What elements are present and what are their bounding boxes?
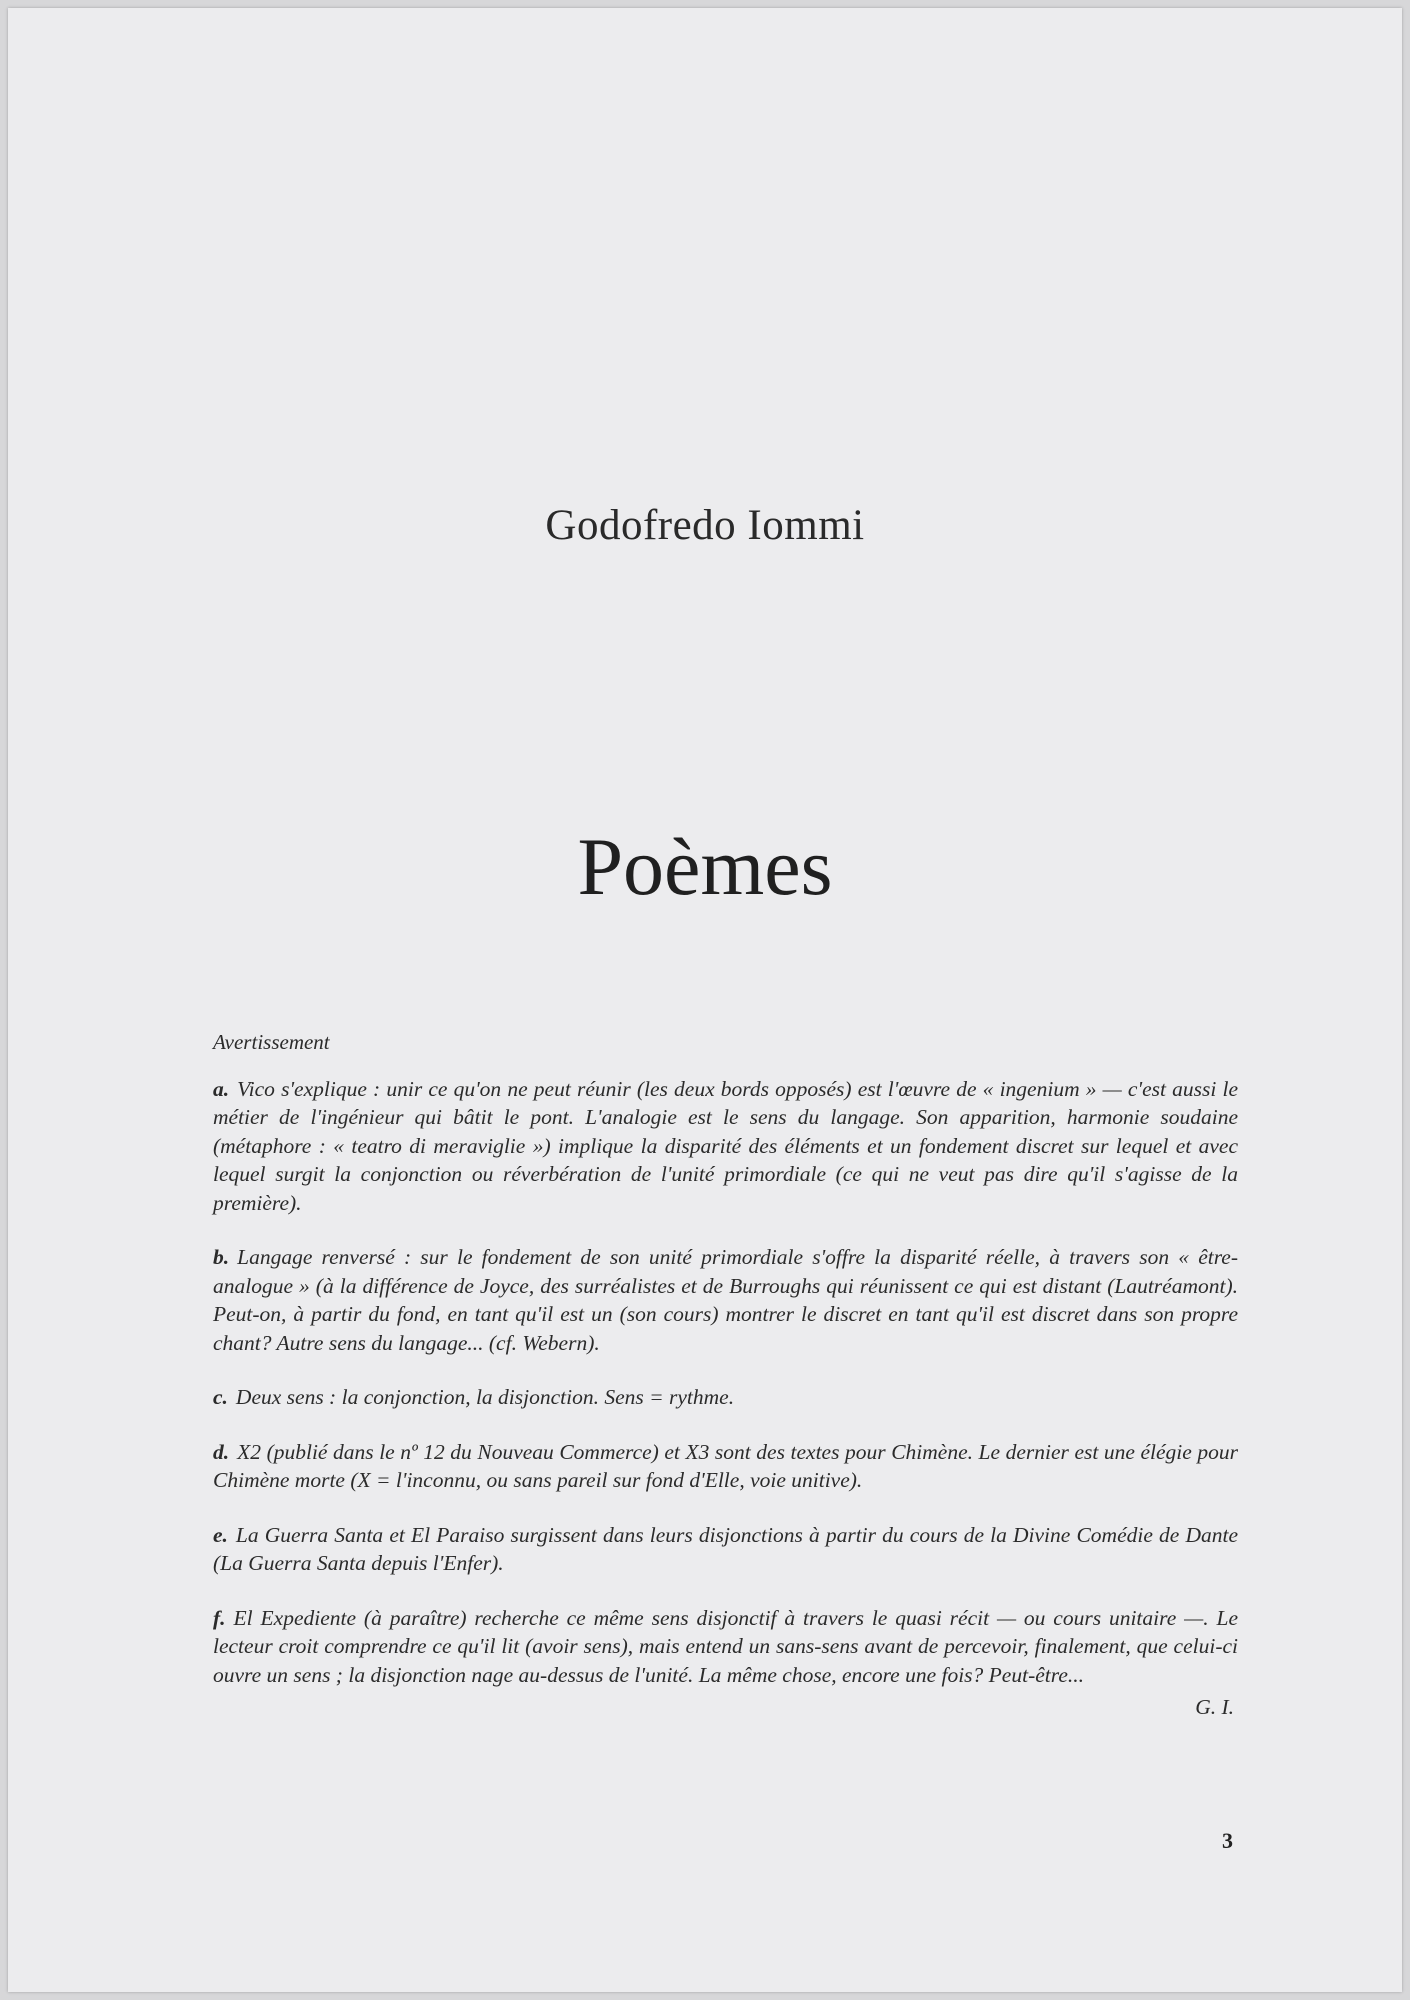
foreword-heading: Avertissement: [213, 1030, 330, 1054]
foreword-section: [213, 1028, 1238, 1722]
paragraph-text: Langage renversé : sur le fondement de son unité primordiale s'offre la disparité réelle, à travers son « être-analogue » (à la différence de Joyce, des surréalistes et de Burroughs qui réunissent ce qui est distant (Lautréamont). Peut-on, à partir du fond, en tant qu'il est un (son cours) montrer le discret en tant qu'il est discret dans son propre chant? Autre sens du langage... (cf. Webern).: [213, 1245, 1238, 1355]
author-name: Godofredo Iommi: [545, 502, 865, 549]
paragraph-text: Vico s'explique : unir ce qu'on ne peut réunir (les deux bords opposés) est l'œuvre de « ingenium » — c'est aussi le métier de l'ingénieur qui bâtit le pont. L'analogie est le sens du langage. Son apparition, harmonie soudaine (métaphore : « teatro di meraviglie ») implique la disparité des éléments et un fondement discret sur lequel et avec lequel surgit la conjonction ou réverbération de l'unité primordiale (ce qui ne veut pas dire qu'il s'agisse de la première).: [213, 1076, 1238, 1215]
foreword-paragraph-a: [213, 1075, 1238, 1218]
paragraph-text: Deux sens : la conjonction, la disjonction. Sens = rythme.: [235, 1385, 735, 1409]
paragraph-text: X2 (publié dans le nº 12 du Nouveau Commerce) et X3 sont des textes pour Chimène. Le dernier est une élégie pour Chimène morte (X = l'inconnu, ou sans pareil sur fond d'Elle, voie unitive).: [213, 1439, 1238, 1492]
paragraph-text: La Guerra Santa et El Paraiso surgissent dans leurs disjonctions à partir du cours de la Divine Comédie de Dante (La Guerra Santa depuis l'Enfer).: [213, 1522, 1238, 1575]
foreword-paragraph-e: [213, 1521, 1238, 1578]
foreword-paragraph-b: [213, 1243, 1238, 1357]
paragraph-letter: e.: [213, 1522, 228, 1547]
paragraph-letter: d.: [213, 1439, 230, 1464]
document-page: [8, 8, 1402, 1992]
paragraph-letter: a.: [213, 1076, 230, 1101]
foreword-paragraph-c: [213, 1383, 1238, 1412]
signature: G. I.: [1195, 1695, 1234, 1719]
page-number: 3: [1222, 1828, 1233, 1853]
page-title: Poèmes: [577, 821, 833, 912]
paragraph-letter: f.: [213, 1605, 226, 1630]
paragraph-letter: c.: [213, 1385, 228, 1409]
foreword-paragraph-d: [213, 1438, 1238, 1495]
paragraph-text: El Expediente (à paraître) recherche ce même sens disjonctif à travers le quasi récit — ou cours unitaire —. Le lecteur croit comprendre ce qu'il lit (avoir sens), mais entend un sans-sens avant de percevoir, finalement, que celui-ci ouvre un sens ; la disjonction nage au-dessus de l'unité. La même chose, encore une fois? Peut-être...: [213, 1605, 1238, 1687]
foreword-paragraph-f: [213, 1604, 1238, 1690]
paragraph-letter: b.: [213, 1245, 230, 1269]
